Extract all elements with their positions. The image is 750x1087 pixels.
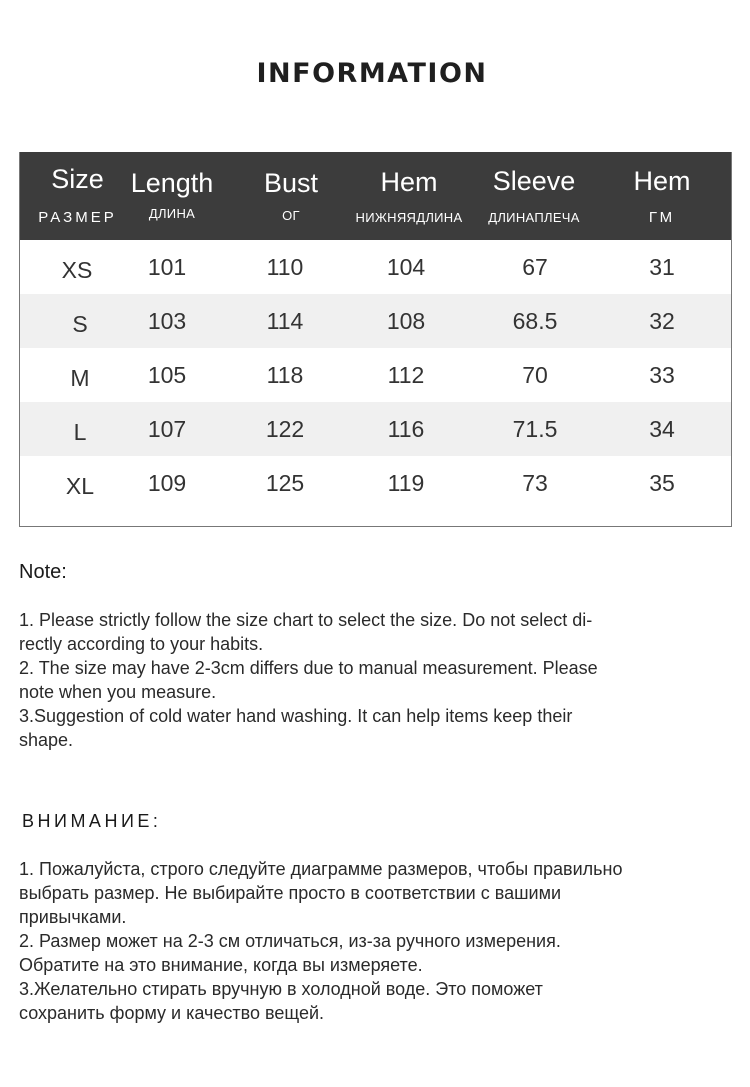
note-line: shape. [19,730,74,750]
note-ru-line: 3.Желательно стирать вручную в холодной воде. Это поможет [19,979,543,999]
cell-bust: 114 [266,308,304,334]
header-sleeve-label: Sleeve [492,166,576,196]
header-hem-2-sublabel: ГМ [648,209,676,226]
note-line: rectly according to your habits. [19,634,264,654]
cell-hem-2: 35 [649,470,675,496]
table-header [20,152,731,240]
note-heading: Note: [19,561,67,583]
header-hem-2 [610,152,714,240]
header-hem [340,152,478,240]
cell-hem: 116 [387,416,425,442]
cell-sleeve: 68.5 [512,308,558,334]
table-row [20,402,731,456]
cell-hem: 112 [387,362,425,388]
table-row [20,240,731,294]
note-ru-line: сохранить форму и качество вещей. [19,1003,325,1023]
size-chart-table [19,152,732,527]
header-hem-sublabel: НИЖНЯЯДЛИНА [355,210,463,225]
header-hem-2-label: Hem [633,166,691,196]
cell-sleeve: 71.5 [512,416,558,442]
note-ru-line: Обратите на это внимание, когда вы измеряете. [19,955,423,975]
note-ru-line: 2. Размер может на 2-3 см отличаться, из-за ручного измерения. [19,931,561,951]
header-length [120,152,224,240]
cell-hem-2: 32 [649,308,675,334]
cell-size: XL [65,473,95,499]
header-bust [236,152,346,240]
cell-bust: 125 [265,470,305,496]
note-ru-body [19,857,731,1025]
note-line: 1. Please strictly follow the size chart to select the size. Do not select di- [19,610,593,630]
page-title: INFORMATION [256,58,488,89]
note-ru-line: выбрать размер. Не выбирайте просто в соответствии с вашими [19,883,562,903]
header-length-label: Length [130,168,214,198]
header-sleeve [478,152,590,240]
cell-length: 105 [147,362,187,388]
cell-size: L [73,419,87,445]
cell-bust: 118 [266,362,304,388]
header-bust-label: Bust [263,168,319,198]
header-sleeve-sublabel: ДЛИНАПЛЕЧА [488,210,580,225]
table-row [20,348,731,402]
note-ru-heading: ВНИМАНИЕ: [22,811,162,831]
cell-length: 109 [147,470,187,496]
cell-hem-2: 34 [649,416,675,442]
cell-sleeve: 67 [522,254,548,280]
cell-hem: 119 [387,470,425,496]
note-ru-line: привычками. [19,907,127,927]
cell-bust: 122 [265,416,305,442]
cell-sleeve: 70 [522,362,548,388]
header-size [20,152,135,240]
note-line: 2. The size may have 2-3cm differs due to manual measurement. Please [19,658,598,678]
cell-bust: 110 [266,254,304,280]
note-line: note when you measure. [19,682,217,702]
note-ru-line: 1. Пожалуйста, строго следуйте диаграмме размеров, чтобы правильно [19,859,623,879]
header-size-sublabel: РАЗМЕР [38,209,117,226]
cell-length: 101 [147,254,187,280]
cell-hem: 108 [386,308,426,334]
table-row [20,294,731,348]
header-size-label: Size [51,164,104,194]
table-row [20,456,731,510]
cell-length: 107 [147,416,187,442]
cell-size: XS [61,257,93,283]
cell-sleeve: 73 [522,470,548,496]
note-body [19,608,719,752]
cell-size: S [72,311,88,337]
header-hem-label: Hem [380,167,438,197]
cell-hem-2: 33 [649,362,675,388]
header-length-sublabel: ДЛИНА [148,206,196,221]
header-bust-sublabel: ОГ [282,208,300,223]
note-line: 3.Suggestion of cold water hand washing. It can help items keep their [19,706,573,726]
cell-size: M [70,365,90,391]
cell-hem-2: 31 [649,254,675,280]
cell-length: 103 [147,308,187,334]
cell-hem: 104 [386,254,426,280]
